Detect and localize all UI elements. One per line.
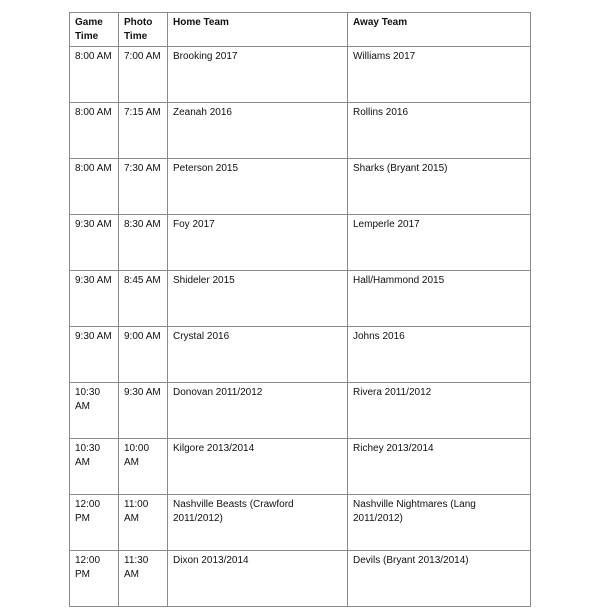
cell-home-team: Zeanah 2016 xyxy=(168,103,348,159)
game-schedule-table xyxy=(69,12,531,607)
cell-photo-time: 10:00 AM xyxy=(119,439,168,495)
header-away-team: Away Team xyxy=(348,13,531,47)
cell-photo-time: 11:00 AM xyxy=(119,495,168,551)
cell-game-time: 12:00 PM xyxy=(70,551,119,607)
cell-away-team: Rollins 2016 xyxy=(348,103,531,159)
table-row xyxy=(70,495,531,551)
cell-game-time: 10:30 AM xyxy=(70,383,119,439)
cell-away-team: Rivera 2011/2012 xyxy=(348,383,531,439)
cell-home-team: Shideler 2015 xyxy=(168,271,348,327)
header-home-team: Home Team xyxy=(168,13,348,47)
cell-game-time: 8:00 AM xyxy=(70,47,119,103)
cell-home-team: Crystal 2016 xyxy=(168,327,348,383)
header-game-time: Game Time xyxy=(70,13,119,47)
cell-photo-time: 7:30 AM xyxy=(119,159,168,215)
cell-away-team: Hall/Hammond 2015 xyxy=(348,271,531,327)
table-row xyxy=(70,47,531,103)
cell-photo-time: 8:30 AM xyxy=(119,215,168,271)
cell-game-time: 9:30 AM xyxy=(70,215,119,271)
table-row xyxy=(70,271,531,327)
cell-game-time: 8:00 AM xyxy=(70,103,119,159)
cell-home-team: Dixon 2013/2014 xyxy=(168,551,348,607)
table-row xyxy=(70,327,531,383)
cell-away-team: Sharks (Bryant 2015) xyxy=(348,159,531,215)
cell-home-team: Nashville Beasts (Crawford 2011/2012) xyxy=(168,495,348,551)
table-row xyxy=(70,551,531,607)
cell-game-time: 10:30 AM xyxy=(70,439,119,495)
cell-away-team: Johns 2016 xyxy=(348,327,531,383)
table-row xyxy=(70,383,531,439)
table-row xyxy=(70,159,531,215)
cell-photo-time: 7:15 AM xyxy=(119,103,168,159)
cell-game-time: 9:30 AM xyxy=(70,327,119,383)
cell-photo-time: 11:30 AM xyxy=(119,551,168,607)
cell-home-team: Donovan 2011/2012 xyxy=(168,383,348,439)
cell-home-team: Kilgore 2013/2014 xyxy=(168,439,348,495)
cell-photo-time: 9:30 AM xyxy=(119,383,168,439)
cell-game-time: 9:30 AM xyxy=(70,271,119,327)
cell-home-team: Brooking 2017 xyxy=(168,47,348,103)
cell-away-team: Nashville Nightmares (Lang 2011/2012) xyxy=(348,495,531,551)
table-row xyxy=(70,439,531,495)
table-row xyxy=(70,215,531,271)
header-photo-time: Photo Time xyxy=(119,13,168,47)
cell-away-team: Richey 2013/2014 xyxy=(348,439,531,495)
table-row xyxy=(70,103,531,159)
cell-game-time: 12:00 PM xyxy=(70,495,119,551)
cell-away-team: Lemperle 2017 xyxy=(348,215,531,271)
cell-away-team: Devils (Bryant 2013/2014) xyxy=(348,551,531,607)
cell-home-team: Peterson 2015 xyxy=(168,159,348,215)
cell-photo-time: 9:00 AM xyxy=(119,327,168,383)
cell-away-team: Williams 2017 xyxy=(348,47,531,103)
cell-photo-time: 7:00 AM xyxy=(119,47,168,103)
cell-photo-time: 8:45 AM xyxy=(119,271,168,327)
table-header-row xyxy=(70,13,531,47)
cell-home-team: Foy 2017 xyxy=(168,215,348,271)
cell-game-time: 8:00 AM xyxy=(70,159,119,215)
